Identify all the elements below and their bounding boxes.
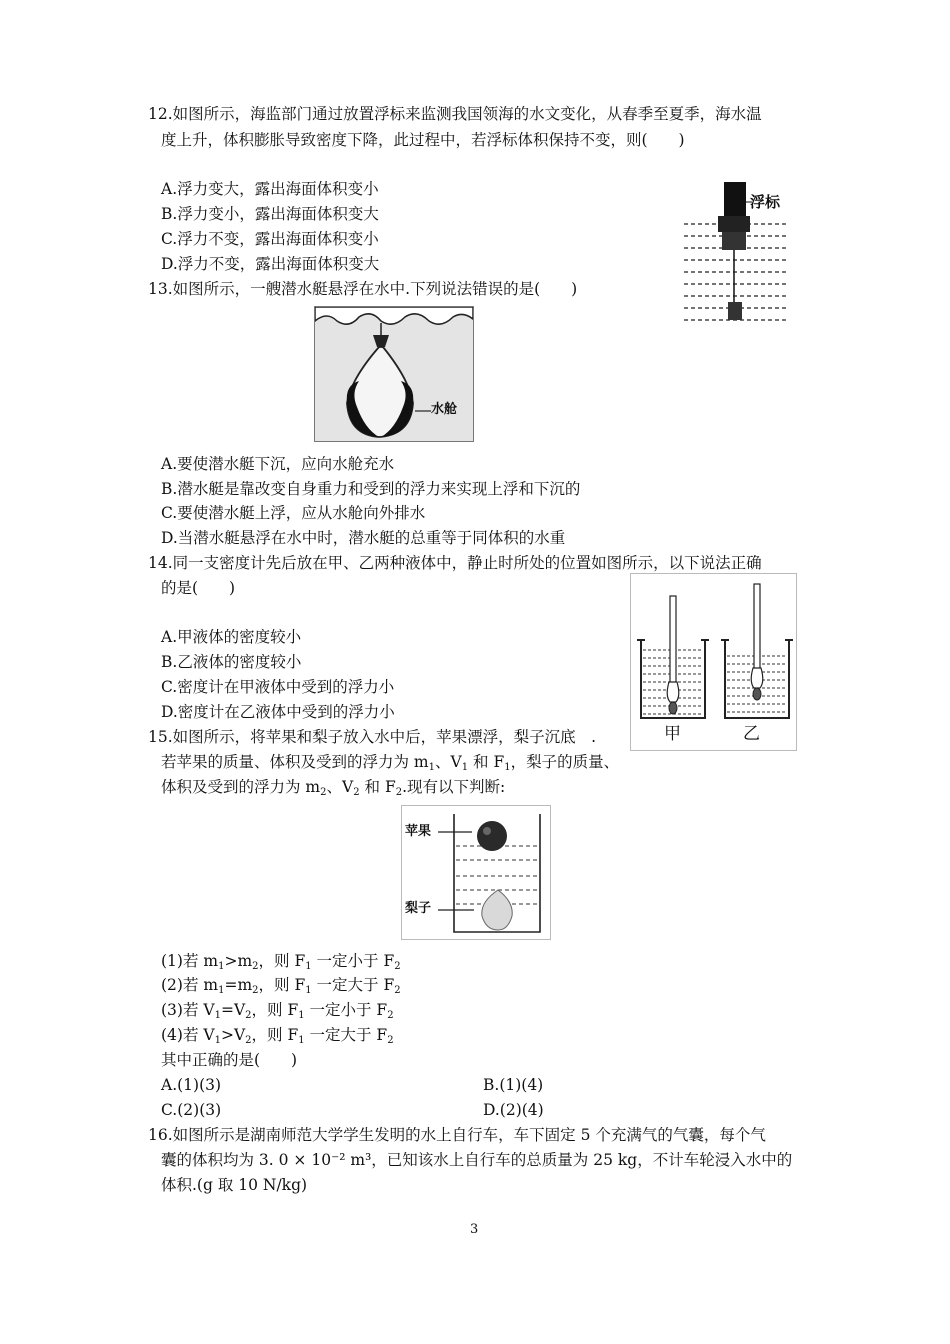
- q15-judgement-3: (3)若 $V_1=V_2$，则 $F_1$ 一定小于 $F_2$: [161, 1001, 394, 1021]
- apple-label: 苹果: [405, 824, 432, 839]
- q16-stem-line2: 囊的体积均为 3. 0 × 10⁻² m³，已知该水上自行车的总质量为 25 kg，不计车轮浸入水中的: [161, 1151, 793, 1169]
- q16-stem-line1: 16.如图所示是湖南师范大学学生发明的水上自行车，车下固定 5 个充满气的气囊，每个气: [148, 1126, 766, 1144]
- q15-ask: 其中正确的是( ): [161, 1051, 298, 1069]
- q14-option-a: A.甲液体的密度较小: [161, 628, 302, 646]
- q16-stem-line3: 体积.(g 取 10 N/kg): [161, 1176, 308, 1194]
- q12-option-a: A.浮力变大，露出海面体积变小: [161, 180, 379, 198]
- ballast-tank-label: 水舱: [431, 402, 458, 417]
- pear-label: 梨子: [405, 901, 432, 916]
- q15-choice-a: A.(1)(3): [161, 1076, 222, 1094]
- page-number: 3: [470, 1222, 479, 1237]
- submarine-figure: [314, 306, 474, 442]
- q15-stem-line3: 体积及受到的浮力为 $m_2$、$V_2$ 和 $F_2$.现有以下判断:: [161, 778, 506, 798]
- q13-option-a: A.要使潜水艇下沉，应向水舱充水: [161, 455, 395, 473]
- q13-option-d: D.当潜水艇悬浮在水中时，潜水艇的总重等于同体积的水重: [161, 529, 566, 547]
- q15-judgement-1: (1)若 $m_1>m_2$，则 $F_1$ 一定小于 $F_2$: [161, 952, 401, 972]
- q14-option-d: D.密度计在乙液体中受到的浮力小: [161, 703, 395, 721]
- q13-stem: 13.如图所示，一艘潜水艇悬浮在水中.下列说法错误的是( ): [148, 280, 578, 298]
- q15-choice-b: B.(1)(4): [483, 1076, 544, 1094]
- q14-option-b: B.乙液体的密度较小: [161, 653, 302, 671]
- q15-choice-c: C.(2)(3): [161, 1101, 222, 1119]
- liquid-a-label: 甲: [664, 724, 681, 744]
- q13-option-c: C.要使潜水艇上浮，应从水舱向外排水: [161, 504, 426, 522]
- q14-stem-line1: 14.同一支密度计先后放在甲、乙两种液体中，静止时所处的位置如图所示，以下说法正确: [148, 554, 762, 572]
- q15-judgement-2: (2)若 $m_1=m_2$，则 $F_1$ 一定大于 $F_2$: [161, 976, 401, 996]
- q15-stem-line2: 若苹果的质量、体积及受到的浮力为 $m_1$、$V_1$ 和 $F_1$，梨子的质量、: [161, 753, 620, 773]
- q15-choice-d: D.(2)(4): [483, 1101, 544, 1119]
- q14-stem-line2: 的是( ): [161, 579, 236, 597]
- q15-stem-line1: 15.如图所示，将苹果和梨子放入水中后，苹果漂浮，梨子沉底 .: [148, 728, 597, 746]
- q12-option-b: B.浮力变小，露出海面体积变大: [161, 205, 379, 223]
- q14-option-c: C.密度计在甲液体中受到的浮力小: [161, 678, 395, 696]
- q12-option-c: C.浮力不变，露出海面体积变小: [161, 230, 379, 248]
- liquid-b-label: 乙: [743, 724, 760, 744]
- q13-option-b: B.潜水艇是靠改变自身重力和受到的浮力来实现上浮和下沉的: [161, 480, 581, 498]
- q12-stem-line1: 12.如图所示，海监部门通过放置浮标来监测我国领海的水文变化，从春季至夏季，海水温: [148, 105, 762, 123]
- q15-judgement-4: (4)若 $V_1>V_2$，则 $F_1$ 一定大于 $F_2$: [161, 1026, 394, 1046]
- hydrometer-figure: [630, 573, 797, 751]
- buoy-label: 浮标: [750, 193, 781, 211]
- q12-stem-line2: 度上升，体积膨胀导致密度下降，此过程中，若浮标体积保持不变，则( ): [161, 131, 685, 149]
- q12-option-d: D.浮力不变，露出海面体积变大: [161, 255, 380, 273]
